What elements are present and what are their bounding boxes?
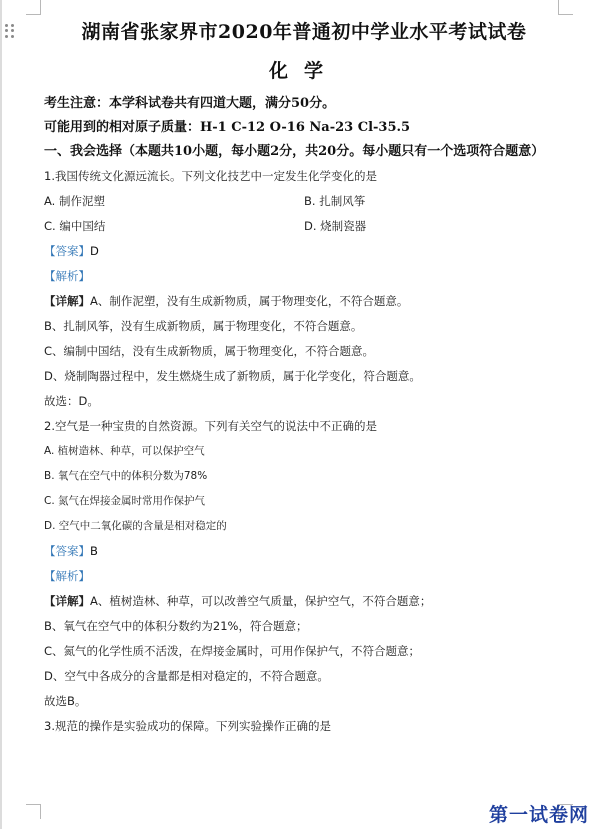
question-1-stem: 1.我国传统文化源远流长。下列文化技艺中一定发生化学变化的是 [44, 169, 377, 183]
q1-option-c: C. 编中国结 [44, 219, 106, 233]
q2-conclusion: 故选B。 [44, 694, 87, 708]
q2-option-c: C. 氮气在焊接金属时常用作保护气 [44, 495, 206, 507]
q1-detail-d: D、烧制陶器过程中，发生燃烧生成了新物质，属于化学变化，符合题意。 [44, 369, 421, 383]
corner-mark-top-right [558, 0, 573, 15]
q1-option-d: D. 烧制瓷器 [304, 219, 367, 233]
question-1-options-row-1 [44, 189, 564, 214]
corner-mark-top-left [26, 0, 41, 15]
q2-answer-tag: 【答案】 [44, 544, 90, 558]
q1-option-b: B. 扎制风筝 [304, 194, 366, 208]
q2-detail-a-text: A、植树造林、种草，可以改善空气质量，保护空气，不符合题意； [90, 594, 432, 608]
q1-detail-a [44, 289, 564, 314]
q1-answer [44, 239, 564, 264]
q1-detail-tag: 【详解】 [44, 294, 90, 308]
q2-answer-value: B [90, 544, 98, 558]
q2-detail-d: D、空气中各成分的含量都是相对稳定的，不符合题意。 [44, 669, 329, 683]
q1-analysis-tag: 【解析】 [44, 269, 90, 283]
q2-answer [44, 539, 564, 564]
atomic-mass-line: 可能用到的相对原子质量：H-1 C-12 O-16 Na-23 Cl-35.5 [44, 120, 411, 135]
q1-detail-a-text: A、制作泥塑，没有生成新物质，属于物理变化，不符合题意。 [90, 294, 409, 308]
site-watermark: 第一试卷网 [488, 804, 589, 826]
q2-detail-a [44, 589, 564, 614]
question-2-stem: 2.空气是一种宝贵的自然资源。下列有关空气的说法中不正确的是 [44, 419, 377, 433]
q1-detail-c: C、编制中国结，没有生成新物质，属于物理变化，不符合题意。 [44, 344, 375, 358]
q2-option-b: B. 氧气在空气中的体积分数为78% [44, 470, 208, 482]
move-handle-icon[interactable] [5, 24, 17, 38]
section-heading: 一、我会选择（本题共10小题，每小题2分，共20分。每小题只有一个选项符合题意） [44, 144, 545, 159]
q2-detail-c: C、氮气的化学性质不活泼，在焊接金属时，可用作保护气，不符合题意； [44, 644, 421, 658]
q1-detail-b: B、扎制风筝，没有生成新物质，属于物理变化，不符合题意。 [44, 319, 363, 333]
exam-notice: 考生注意：本学科试卷共有四道大题，满分50分。 [44, 96, 336, 111]
document-body [44, 18, 564, 739]
corner-mark-bottom-left [26, 804, 41, 819]
q1-option-a: A. 制作泥塑 [44, 194, 105, 208]
q2-option-a: A. 植树造林、种草，可以保护空气 [44, 445, 205, 457]
subject-heading: 化学 [268, 60, 339, 82]
question-1-options-row-2 [44, 214, 564, 239]
q2-detail-tag: 【详解】 [44, 594, 90, 608]
question-3-stem: 3.规范的操作是实验成功的保障。下列实验操作正确的是 [44, 719, 331, 733]
page-title: 湖南省张家界市2020年普通初中学业水平考试试卷 [81, 21, 527, 43]
q2-detail-b: B、氧气在空气中的体积分数约为21%，符合题意； [44, 619, 308, 633]
q2-option-d: D. 空气中二氧化碳的含量是相对稳定的 [44, 520, 227, 532]
q1-conclusion: 故选：D。 [44, 394, 99, 408]
q1-answer-tag: 【答案】 [44, 244, 90, 258]
page-edge [0, 0, 2, 829]
q2-analysis-tag: 【解析】 [44, 569, 90, 583]
q1-answer-value: D [90, 244, 99, 258]
